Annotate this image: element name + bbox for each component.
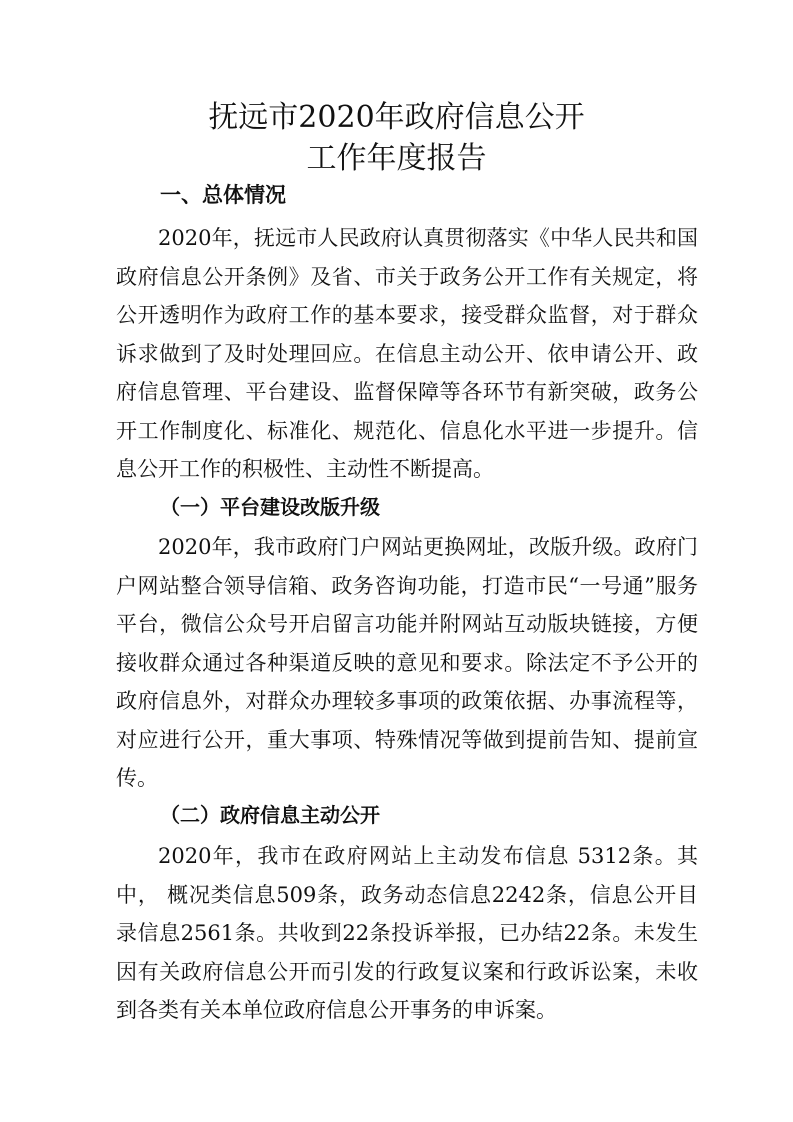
section-heading-active-disclosure: （二）政府信息主动公开 [160, 803, 380, 827]
overview-paragraph: 2020年，抚远市人民政府认真贯彻落实《中华人民共和国政府信息公开条例》及省、市关于政务公开工作有关规定，将公开透明作为政府工作的基本要求，接受群众监督，对于群众诉求做到了及时处理回应。在信息主动公开、依申请公开、政府信息管理、平台建设、监督保障等各环节有新突破，政务公开工作制度化、标准化、规范化、信息化水平进一步提升。信息公开工作的积极性、主动性不断提高。 [116, 226, 698, 481]
section-heading-overview: 一、总体情况 [160, 183, 286, 207]
section-heading-platform: （一）平台建设改版升级 [160, 495, 380, 519]
active-disclosure-paragraph: 2020年，我市在政府网站上主动发布信息 5312条。其中， 概况类信息509条，政务动态信息2242条，信息公开目录信息2561条。共收到22条投诉举报，已办结22条。未发生因有关政府信息公开而引发的行政复议案和行政诉讼案，未收到各类有关本单位政府信息公开事务的申诉案。 [116, 844, 698, 1022]
document-title-line2: 工作年度报告 [306, 141, 487, 176]
document-title-line1: 抚远市2020年政府信息公开 [208, 100, 585, 135]
platform-paragraph: 2020年，我市政府门户网站更换网址，改版升级。政府门户网站整合领导信箱、政务咨询功能，打造市民“一号通”服务平台，微信公众号开启留言功能并附网站互动版块链接，方便接收群众通过各种渠道反映的意见和要求。除法定不予公开的政府信息外，对群众办理较多事项的政策依据、办事流程等，对应进行公开，重大事项、特殊情况等做到提前告知、提前宣传。 [116, 535, 698, 790]
